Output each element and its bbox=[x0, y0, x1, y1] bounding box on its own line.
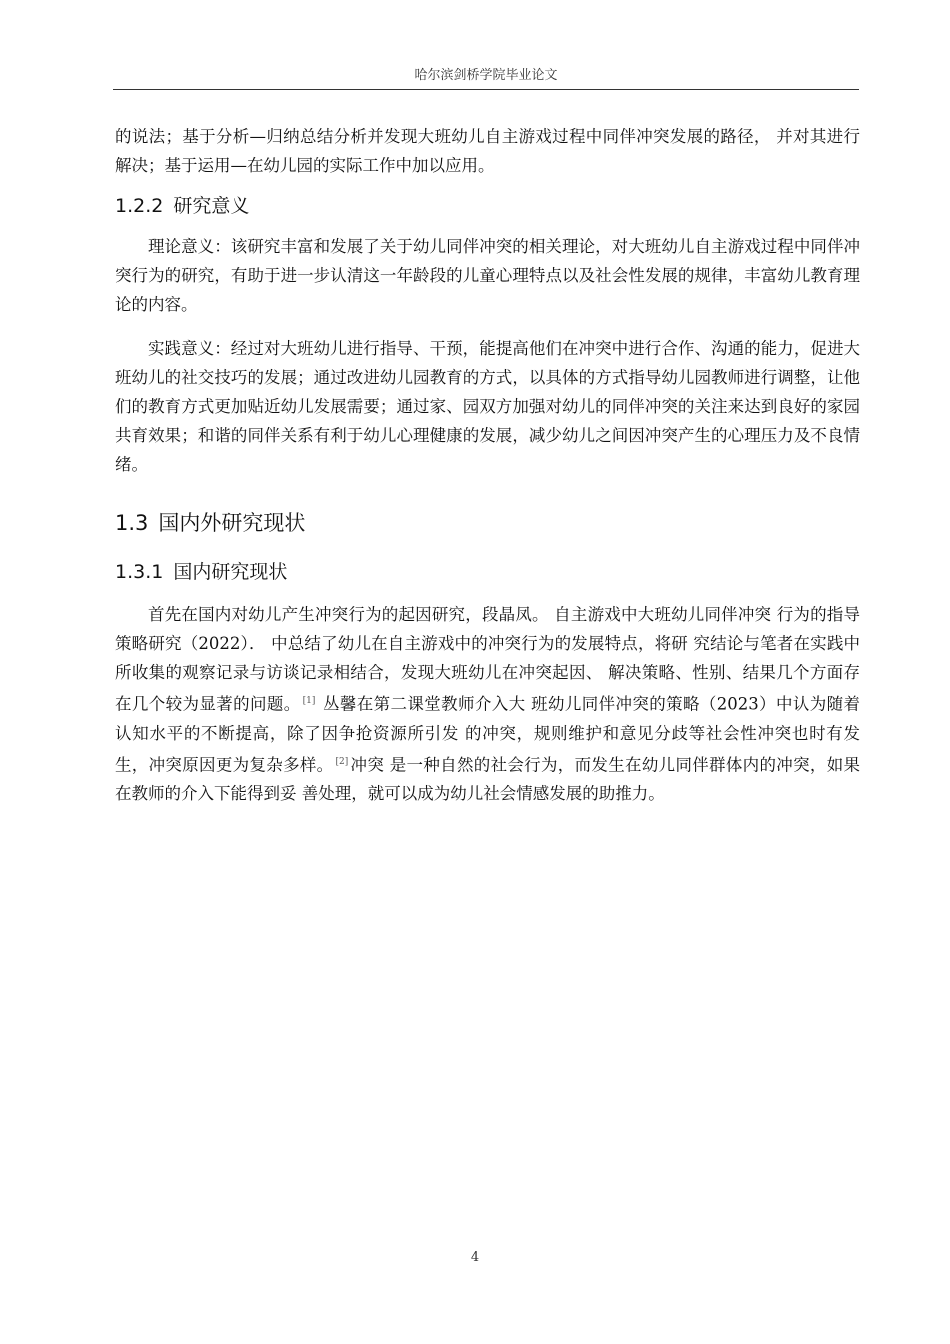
citation-ref-1[interactable]: [1] bbox=[302, 696, 316, 706]
page-number: 4 bbox=[470, 1250, 480, 1265]
paragraph-continuation: 的说法；基于分析—归纳总结分析并发现大班幼儿自主游戏过程中同伴冲突发展的路径， 并对其进行解决；基于运用—在幼儿园的实际工作中加以应用。 bbox=[115, 127, 860, 175]
paragraph-domestic-research bbox=[115, 600, 860, 808]
paragraph-text: 冲突 是一种自然的社会行为，而发生在幼儿同伴群体内的冲突，如果在教师的介入下能得到妥 善处理，就可以成为幼儿社会情感发展的助推力。 bbox=[115, 755, 861, 803]
heading-number: 1.3 bbox=[115, 511, 149, 535]
citation-ref-2[interactable]: [2] bbox=[335, 756, 349, 767]
page-header: 哈尔滨剑桥学院毕业论文 bbox=[113, 64, 859, 90]
heading-1-3 bbox=[115, 507, 305, 537]
heading-1-2-2 bbox=[115, 191, 249, 218]
paragraph-text: 丛馨在第二课堂教师介入大 班幼儿同伴冲突的策略（2023）中认为随着认知水平的不断提高，除了因争抢资源所引发 的冲突，规则维护和意见分歧等社会性冲突也时有发生，冲突原因更为复杂多样。 bbox=[115, 694, 861, 774]
heading-number: 1.3.1 bbox=[115, 561, 164, 583]
paragraph-practice-significance: 实践意义：经过对大班幼儿进行指导、干预，能提高他们在冲突中进行合作、沟通的能力，促进大班幼儿的社交技巧的发展；通过改进幼儿园教育的方式，以具体的方式指导幼儿园教师进行调整，让他们的教育方式更加贴近幼儿发展需要；通过家、园双方加强对幼儿的同伴冲突的关注来达到良好的家园共育效果；和谐的同伴关系有利于幼儿心理健康的发展，减少幼儿之间因冲突产生的心理压力及不良情绪。 bbox=[115, 339, 860, 474]
heading-title: 国内研究现状 bbox=[173, 561, 288, 583]
heading-number: 1.2.2 bbox=[115, 195, 164, 217]
heading-1-3-1 bbox=[115, 557, 287, 584]
heading-title: 研究意义 bbox=[173, 195, 250, 217]
heading-title: 国内外研究现状 bbox=[158, 511, 306, 535]
paragraph-theory-significance: 理论意义：该研究丰富和发展了关于幼儿同伴冲突的相关理论，对大班幼儿自主游戏过程中同伴冲突行为的研究，有助于进一步认清这一年龄段的儿童心理特点以及社会性发展的规律，丰富幼儿教育理论的内容。 bbox=[115, 237, 860, 314]
paragraph-text: 首先在国内对幼儿产生冲突行为的起因研究，段晶凤。 自主游戏中大班幼儿同伴冲突 行为的指导策略研究（2022）． 中总结了幼儿在自主游戏中的冲突行为的发展特点，将研 究结论与笔者在实践中所收集的观察记录与访谈记录相结合，发现大班幼儿在冲突起因、 解决策略、性别、结果几个方面存在几个较为显著的问题。 bbox=[115, 605, 860, 714]
